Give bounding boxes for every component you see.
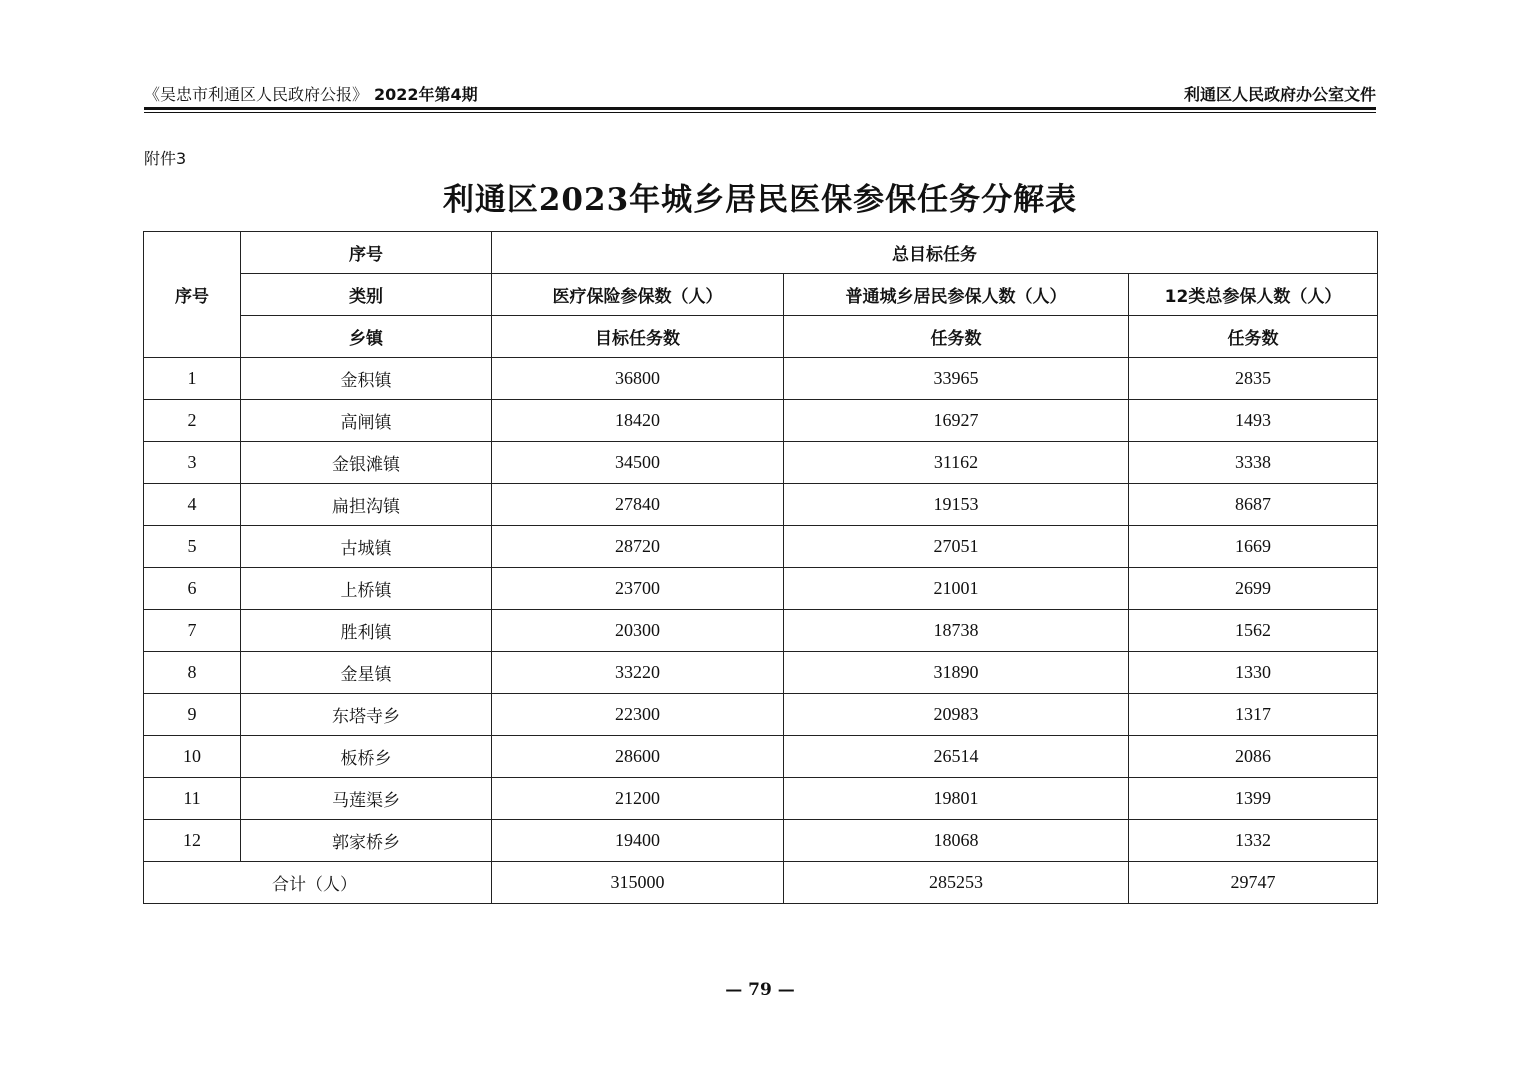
issuing-office: 利通区人民政府办公室文件: [1183, 85, 1376, 104]
table-row: [144, 778, 1378, 820]
cell-seq: 10: [144, 736, 241, 778]
document-title: 利通区2023年城乡居民医保参保任务分解表: [442, 182, 1078, 218]
cell-seq: 4: [144, 484, 241, 526]
cell-ordinary-residents: 21001: [784, 568, 1129, 610]
cell-seq: 8: [144, 652, 241, 694]
cell-medical-insured: 19400: [492, 820, 784, 862]
header-ordinary-residents: 普通城乡居民参保人数（人）: [784, 274, 1129, 316]
cell-twelve-categories: 1332: [1129, 820, 1378, 862]
cell-medical-insured: 21200: [492, 778, 784, 820]
cell-ordinary-residents: 26514: [784, 736, 1129, 778]
header-total-target: 总目标任务: [492, 232, 1378, 274]
cell-seq: 6: [144, 568, 241, 610]
cell-township: 上桥镇: [241, 568, 492, 610]
cell-township: 金积镇: [241, 358, 492, 400]
cell-medical-insured: 36800: [492, 358, 784, 400]
cell-medical-insured: 28720: [492, 526, 784, 568]
cell-medical-insured: 27840: [492, 484, 784, 526]
header-seq-inner: 序号: [241, 232, 492, 274]
header-row-3: [144, 316, 1378, 358]
table-row: [144, 568, 1378, 610]
table-body: [144, 232, 1378, 904]
table-row: [144, 652, 1378, 694]
cell-medical-insured: 23700: [492, 568, 784, 610]
cell-ordinary-residents: 31890: [784, 652, 1129, 694]
cell-medical-insured: 33220: [492, 652, 784, 694]
total-label: 合计（人）: [144, 862, 492, 904]
page-number: — 79 —: [725, 980, 795, 1000]
total-medical-insured: 315000: [492, 862, 784, 904]
cell-township: 东塔寺乡: [241, 694, 492, 736]
cell-twelve-categories: 1562: [1129, 610, 1378, 652]
cell-ordinary-residents: 19801: [784, 778, 1129, 820]
cell-township: 扁担沟镇: [241, 484, 492, 526]
cell-township: 胜利镇: [241, 610, 492, 652]
running-header: [144, 80, 1376, 104]
total-ordinary-residents: 285253: [784, 862, 1129, 904]
table-row: [144, 820, 1378, 862]
cell-township: 马莲渠乡: [241, 778, 492, 820]
cell-ordinary-residents: 27051: [784, 526, 1129, 568]
cell-medical-insured: 34500: [492, 442, 784, 484]
cell-medical-insured: 22300: [492, 694, 784, 736]
header-publication-line: [144, 82, 478, 105]
header-row-1: [144, 232, 1378, 274]
cell-twelve-categories: 2086: [1129, 736, 1378, 778]
header-seq-outer: 序号: [144, 232, 241, 358]
cell-medical-insured: 20300: [492, 610, 784, 652]
issue-number: 2022年第4期: [374, 85, 478, 104]
header-rule-thick: [144, 107, 1376, 110]
cell-twelve-categories: 2699: [1129, 568, 1378, 610]
cell-medical-insured: 28600: [492, 736, 784, 778]
cell-seq: 3: [144, 442, 241, 484]
header-medical-insured: 医疗保险参保数（人）: [492, 274, 784, 316]
cell-ordinary-residents: 31162: [784, 442, 1129, 484]
cell-seq: 1: [144, 358, 241, 400]
header-category: 类别: [241, 274, 492, 316]
header-township: 乡镇: [241, 316, 492, 358]
cell-seq: 2: [144, 400, 241, 442]
cell-twelve-categories: 8687: [1129, 484, 1378, 526]
cell-ordinary-residents: 20983: [784, 694, 1129, 736]
header-twelve-categories: 12类总参保人数（人）: [1129, 274, 1378, 316]
cell-seq: 7: [144, 610, 241, 652]
table-row: [144, 694, 1378, 736]
cell-ordinary-residents: 19153: [784, 484, 1129, 526]
cell-twelve-categories: 1493: [1129, 400, 1378, 442]
cell-township: 郭家桥乡: [241, 820, 492, 862]
cell-twelve-categories: 1330: [1129, 652, 1378, 694]
table-row: [144, 400, 1378, 442]
header-rule-thin: [144, 112, 1376, 113]
header-target-tasks: 目标任务数: [492, 316, 784, 358]
table-row: [144, 736, 1378, 778]
cell-ordinary-residents: 18738: [784, 610, 1129, 652]
cell-seq: 11: [144, 778, 241, 820]
publication-name: 《吴忠市利通区人民政府公报》: [144, 85, 369, 104]
table-row: [144, 442, 1378, 484]
table-row: [144, 484, 1378, 526]
total-twelve-categories: 29747: [1129, 862, 1378, 904]
task-breakdown-table: [143, 231, 1378, 904]
cell-ordinary-residents: 16927: [784, 400, 1129, 442]
cell-twelve-categories: 1317: [1129, 694, 1378, 736]
header-tasks-twelve: 任务数: [1129, 316, 1378, 358]
cell-ordinary-residents: 33965: [784, 358, 1129, 400]
cell-twelve-categories: 1669: [1129, 526, 1378, 568]
total-row: [144, 862, 1378, 904]
cell-seq: 12: [144, 820, 241, 862]
cell-township: 古城镇: [241, 526, 492, 568]
table-row: [144, 610, 1378, 652]
header-tasks-ordinary: 任务数: [784, 316, 1129, 358]
cell-ordinary-residents: 18068: [784, 820, 1129, 862]
cell-twelve-categories: 2835: [1129, 358, 1378, 400]
cell-twelve-categories: 3338: [1129, 442, 1378, 484]
cell-medical-insured: 18420: [492, 400, 784, 442]
cell-township: 板桥乡: [241, 736, 492, 778]
cell-twelve-categories: 1399: [1129, 778, 1378, 820]
attachment-label: 附件3: [144, 149, 187, 168]
cell-township: 高闸镇: [241, 400, 492, 442]
cell-seq: 9: [144, 694, 241, 736]
cell-township: 金银滩镇: [241, 442, 492, 484]
header-row-2: [144, 274, 1378, 316]
cell-township: 金星镇: [241, 652, 492, 694]
cell-seq: 5: [144, 526, 241, 568]
table-row: [144, 358, 1378, 400]
table-row: [144, 526, 1378, 568]
